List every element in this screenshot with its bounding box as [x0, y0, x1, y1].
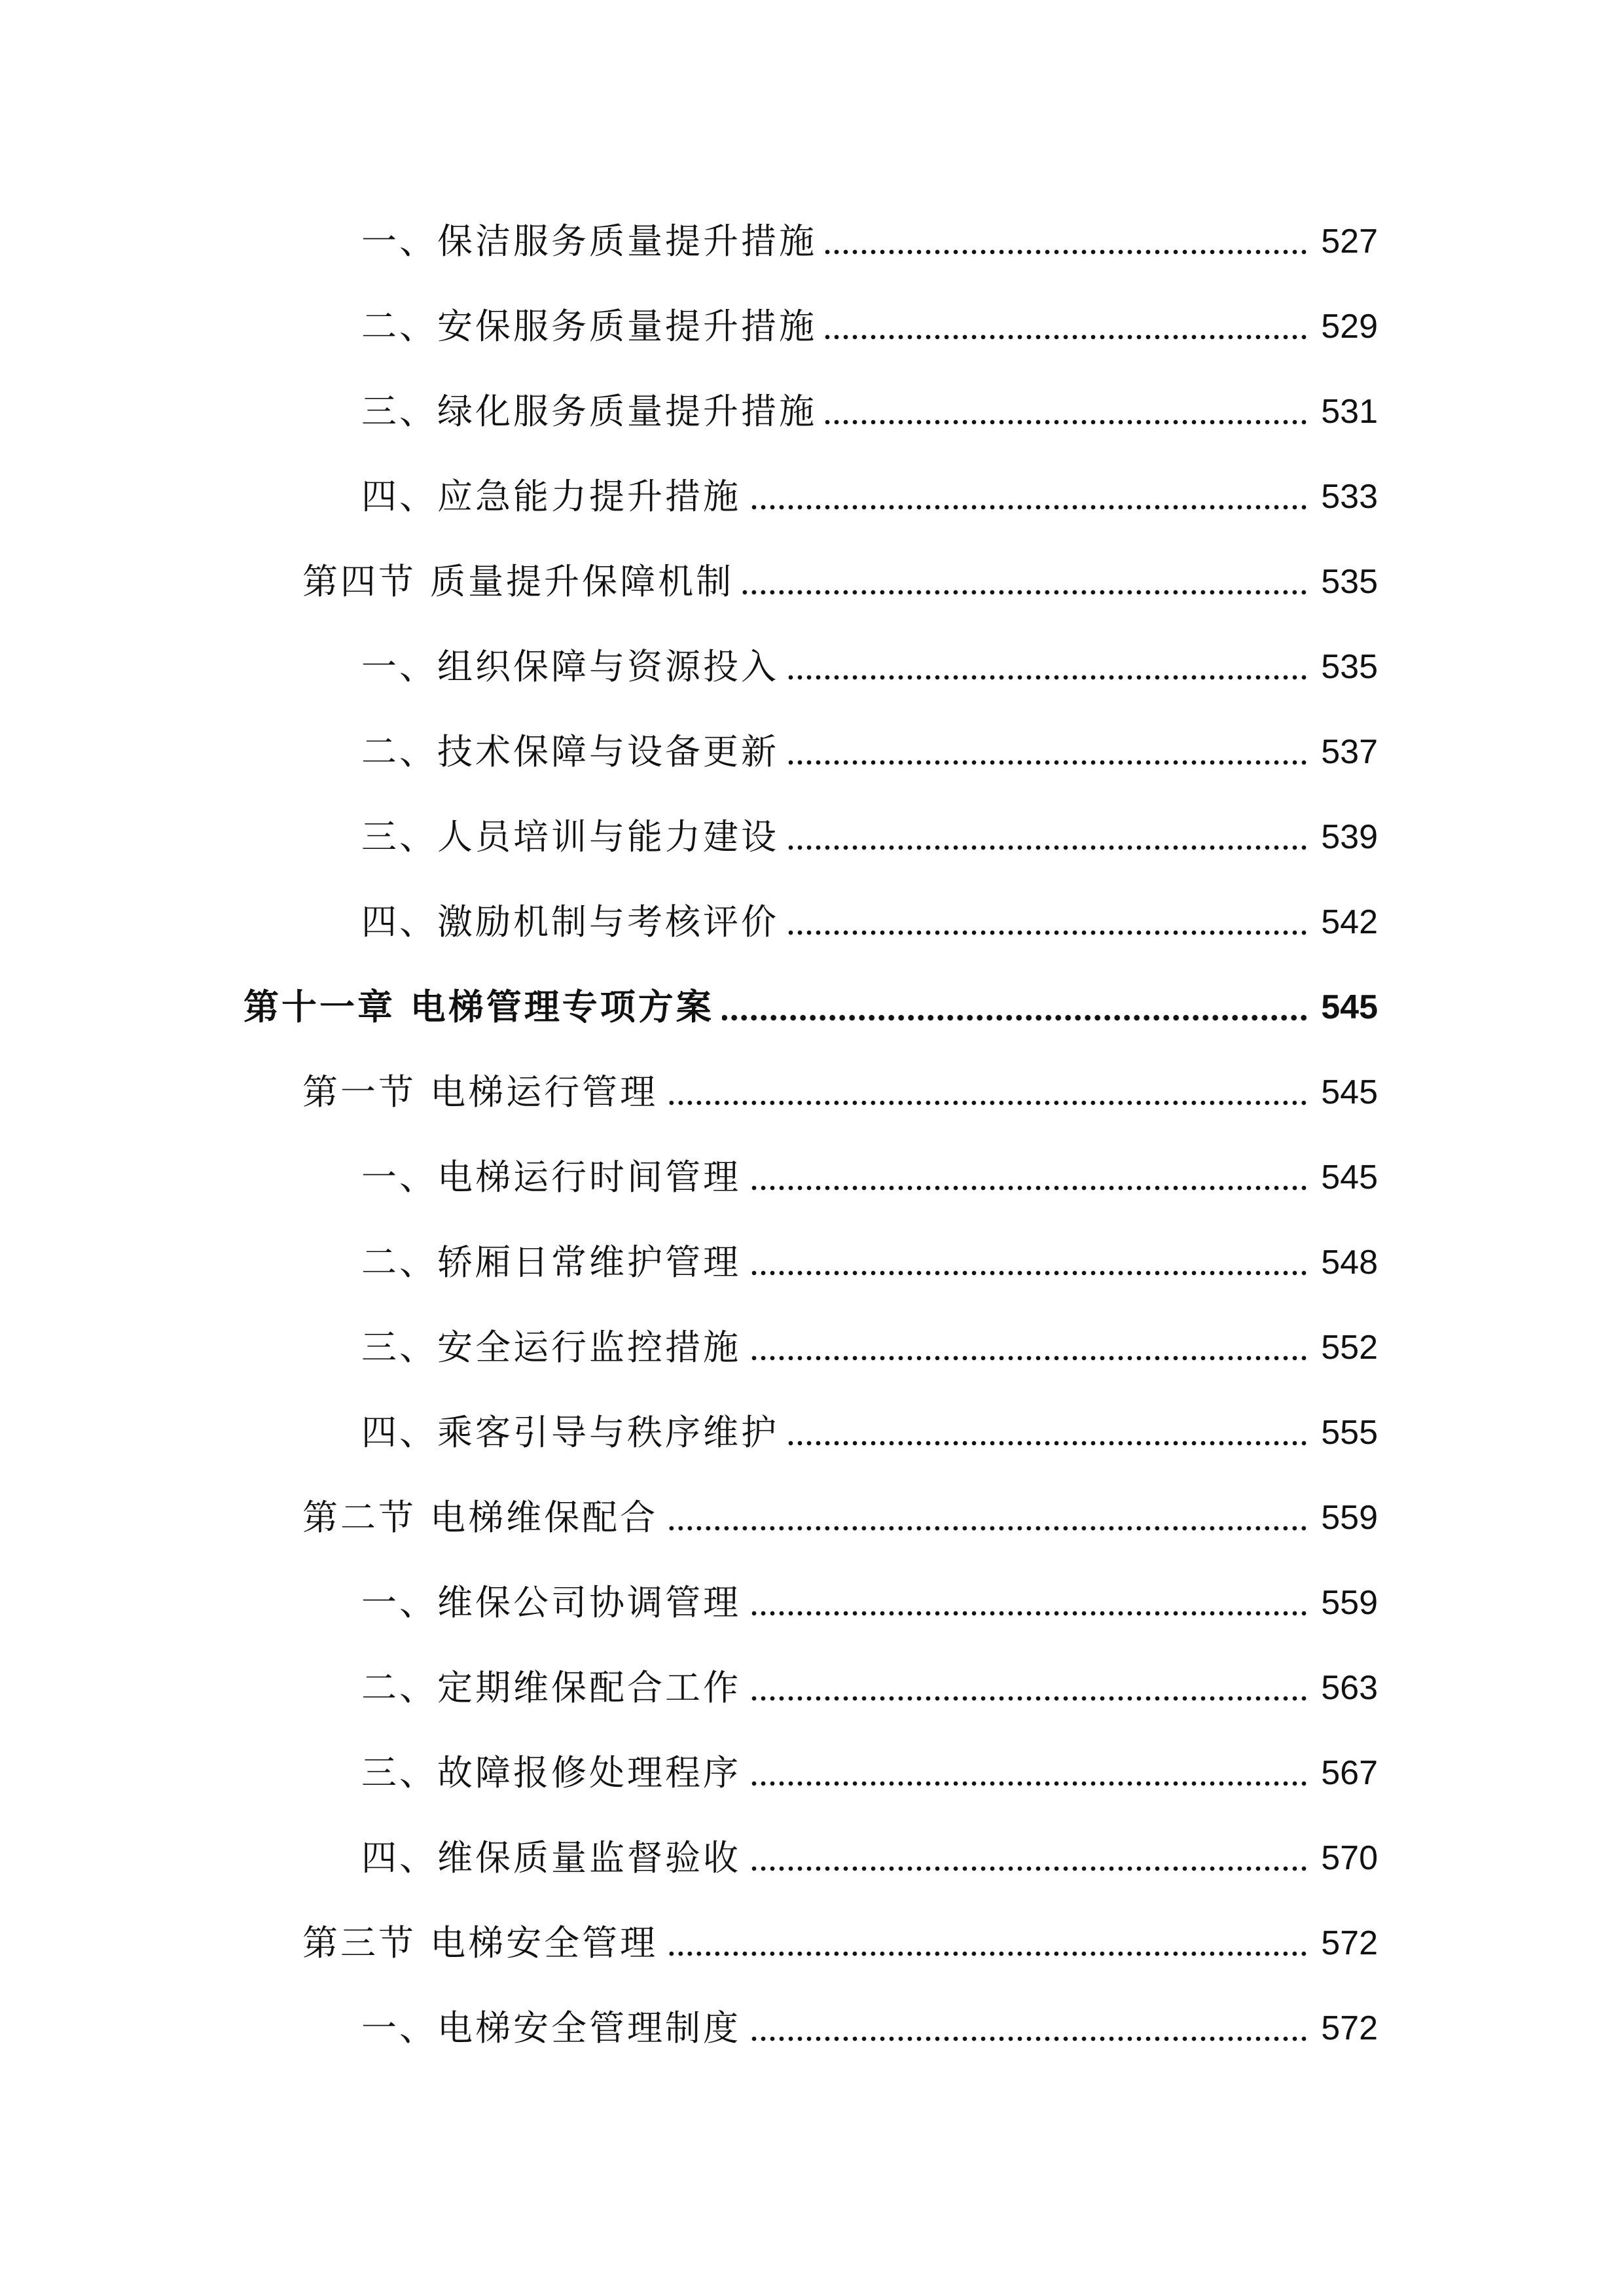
- dot-leader: [666, 1100, 1308, 1106]
- dot-leader: [825, 249, 1308, 255]
- toc-entry-item[interactable]: [0, 1816, 1624, 1901]
- dot-leader: [749, 1185, 1308, 1191]
- toc-entry-title: 第一节 电梯运行管理: [302, 1071, 659, 1113]
- toc-entry-title: 三、安全运行监控措施: [361, 1327, 741, 1368]
- toc-entry-title: 一、组织保障与资源投入: [361, 646, 779, 687]
- dot-leader: [749, 2036, 1308, 2042]
- toc-entry-item[interactable]: [0, 880, 1624, 965]
- toc-entry-title: 三、绿化服务质量提升措施: [361, 391, 817, 432]
- toc-entry-section[interactable]: [0, 1475, 1624, 1560]
- toc-entry-title: 二、技术保障与设备更新: [361, 731, 779, 772]
- table-of-contents: [0, 199, 1624, 2071]
- dot-leader: [749, 1865, 1308, 1872]
- toc-entry-title: 四、应急能力提升措施: [361, 476, 741, 517]
- toc-entry-title: 第四节 质量提升保障机制: [302, 561, 734, 602]
- toc-entry-page-number: 563: [1321, 1669, 1378, 1707]
- dot-leader: [825, 419, 1308, 425]
- toc-entry-page-number: 559: [1321, 1499, 1378, 1537]
- toc-entry-page-number: 572: [1321, 1924, 1378, 1962]
- dot-leader: [825, 334, 1308, 340]
- toc-entry-page-number: 559: [1321, 1584, 1378, 1622]
- dot-leader: [787, 1440, 1308, 1446]
- toc-entry-item[interactable]: [0, 454, 1624, 539]
- toc-entry-section[interactable]: [0, 1050, 1624, 1135]
- toc-entry-page-number: 542: [1321, 903, 1378, 941]
- toc-entry-section[interactable]: [0, 539, 1624, 624]
- toc-entry-item[interactable]: [0, 284, 1624, 369]
- toc-entry-item[interactable]: [0, 1986, 1624, 2071]
- toc-entry-title: 四、激励机制与考核评价: [361, 901, 779, 942]
- toc-entry-page-number: 545: [1321, 1158, 1378, 1196]
- toc-entry-title: 二、安保服务质量提升措施: [361, 306, 817, 347]
- toc-entry-page-number: 552: [1321, 1329, 1378, 1367]
- toc-entry-title: 二、定期维保配合工作: [361, 1667, 741, 1708]
- toc-entry-page-number: 529: [1321, 308, 1378, 346]
- toc-entry-page-number: 535: [1321, 648, 1378, 686]
- toc-entry-item[interactable]: [0, 624, 1624, 709]
- toc-entry-page-number: 545: [1321, 1073, 1378, 1111]
- dot-leader: [749, 1610, 1308, 1617]
- toc-entry-page-number: 570: [1321, 1839, 1378, 1877]
- toc-entry-title: 一、维保公司协调管理: [361, 1582, 741, 1623]
- toc-entry-section[interactable]: [0, 1901, 1624, 1986]
- toc-entry-item[interactable]: [0, 369, 1624, 454]
- toc-entry-title: 一、电梯运行时间管理: [361, 1157, 741, 1198]
- toc-entry-page-number: 545: [1321, 988, 1378, 1026]
- toc-entry-item[interactable]: [0, 1305, 1624, 1390]
- toc-entry-item[interactable]: [0, 1731, 1624, 1816]
- toc-entry-page-number: 527: [1321, 223, 1378, 260]
- dot-leader: [749, 1780, 1308, 1787]
- toc-entry-item[interactable]: [0, 1560, 1624, 1645]
- toc-entry-title: 四、乘客引导与秩序维护: [361, 1412, 779, 1453]
- toc-entry-item[interactable]: [0, 1135, 1624, 1220]
- toc-entry-item[interactable]: [0, 1220, 1624, 1305]
- dot-leader: [749, 1270, 1308, 1276]
- toc-entry-title: 第三节 电梯安全管理: [302, 1922, 659, 1964]
- toc-entry-page-number: 533: [1321, 478, 1378, 516]
- toc-entry-title: 一、电梯安全管理制度: [361, 2007, 741, 2049]
- dot-leader: [749, 504, 1308, 511]
- toc-entry-page-number: 572: [1321, 2009, 1378, 2047]
- toc-entry-title: 四、维保质量监督验收: [361, 1837, 741, 1878]
- toc-entry-item[interactable]: [0, 199, 1624, 284]
- dot-leader: [666, 1525, 1308, 1532]
- dot-leader: [749, 1355, 1308, 1361]
- toc-entry-title: 一、保洁服务质量提升措施: [361, 221, 817, 262]
- toc-entry-page-number: 567: [1321, 1754, 1378, 1792]
- toc-entry-page-number: 555: [1321, 1414, 1378, 1452]
- toc-entry-page-number: 531: [1321, 393, 1378, 431]
- dot-leader: [666, 1950, 1308, 1957]
- toc-entry-title: 第十一章 电梯管理专项方案: [244, 986, 714, 1028]
- dot-leader: [787, 844, 1308, 851]
- toc-entry-title: 三、故障报修处理程序: [361, 1752, 741, 1793]
- toc-entry-item[interactable]: [0, 709, 1624, 795]
- toc-entry-title: 三、人员培训与能力建设: [361, 816, 779, 857]
- toc-entry-page-number: 537: [1321, 733, 1378, 771]
- toc-entry-chapter[interactable]: [0, 965, 1624, 1050]
- dot-leader: [742, 589, 1308, 596]
- dot-leader: [722, 1014, 1308, 1021]
- toc-entry-page-number: 539: [1321, 818, 1378, 856]
- dot-leader: [787, 929, 1308, 936]
- toc-entry-item[interactable]: [0, 795, 1624, 880]
- toc-entry-page-number: 535: [1321, 563, 1378, 601]
- dot-leader: [749, 1695, 1308, 1702]
- toc-entry-title: 第二节 电梯维保配合: [302, 1497, 659, 1538]
- toc-entry-item[interactable]: [0, 1390, 1624, 1475]
- toc-entry-item[interactable]: [0, 1645, 1624, 1731]
- toc-entry-page-number: 548: [1321, 1244, 1378, 1282]
- toc-entry-title: 二、轿厢日常维护管理: [361, 1242, 741, 1283]
- dot-leader: [787, 674, 1308, 681]
- dot-leader: [787, 759, 1308, 766]
